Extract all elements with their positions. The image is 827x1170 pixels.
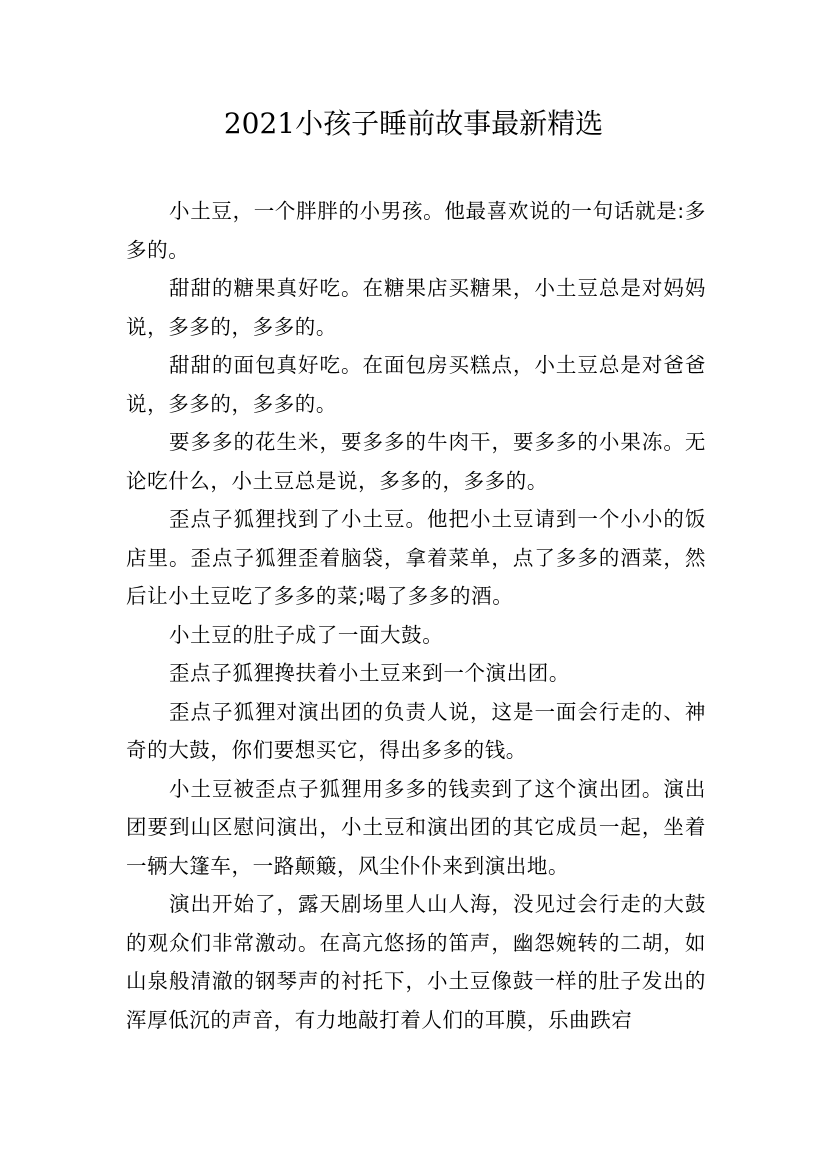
paragraph: 甜甜的面包真好吃。在面包房买糕点，小土豆总是对爸爸说，多多的，多多的。: [126, 353, 706, 416]
paragraph: 小土豆，一个胖胖的小男孩。他最喜欢说的一句话就是:多多的。: [126, 199, 706, 262]
paragraph: 歪点子狐狸找到了小土豆。他把小土豆请到一个小小的饭店里。歪点子狐狸歪着脑袋，拿着菜单，点了多多的酒菜，然后让小土豆吃了多多的菜;喝了多多的酒。: [126, 507, 706, 608]
document-body: [126, 192, 706, 1039]
paragraph: 歪点子狐狸对演出团的负责人说，这是一面会行走的、神奇的大鼓，你们要想买它，得出多多的钱。: [126, 699, 706, 762]
paragraph: 演出开始了，露天剧场里人山人海，没见过会行走的大鼓的观众们非常激动。在高亢悠扬的笛声，幽怨婉转的二胡，如山泉般清澈的钢琴声的衬托下，小土豆像鼓一样的肚子发出的浑厚低沉的声音，有力地敲打着人们的耳膜，乐曲跌宕: [126, 892, 706, 1032]
paragraph: 小土豆被歪点子狐狸用多多的钱卖到了这个演出团。演出团要到山区慰问演出，小土豆和演出团的其它成员一起，坐着一辆大篷车，一路颠簸，风尘仆仆来到演出地。: [126, 776, 706, 878]
document-title: 2021小孩子睡前故事最新精选: [223, 107, 604, 140]
paragraph: 小土豆的肚子成了一面大鼓。: [169, 622, 444, 647]
paragraph: 要多多的花生米，要多多的牛肉干，要多多的小果冻。无论吃什么，小土豆总是说，多多的，多多的。: [126, 430, 706, 493]
paragraph: 甜甜的糖果真好吃。在糖果店买糖果，小土豆总是对妈妈说，多多的，多多的。: [126, 276, 706, 339]
paragraph: 歪点子狐狸搀扶着小土豆来到一个演出团。: [169, 661, 570, 685]
